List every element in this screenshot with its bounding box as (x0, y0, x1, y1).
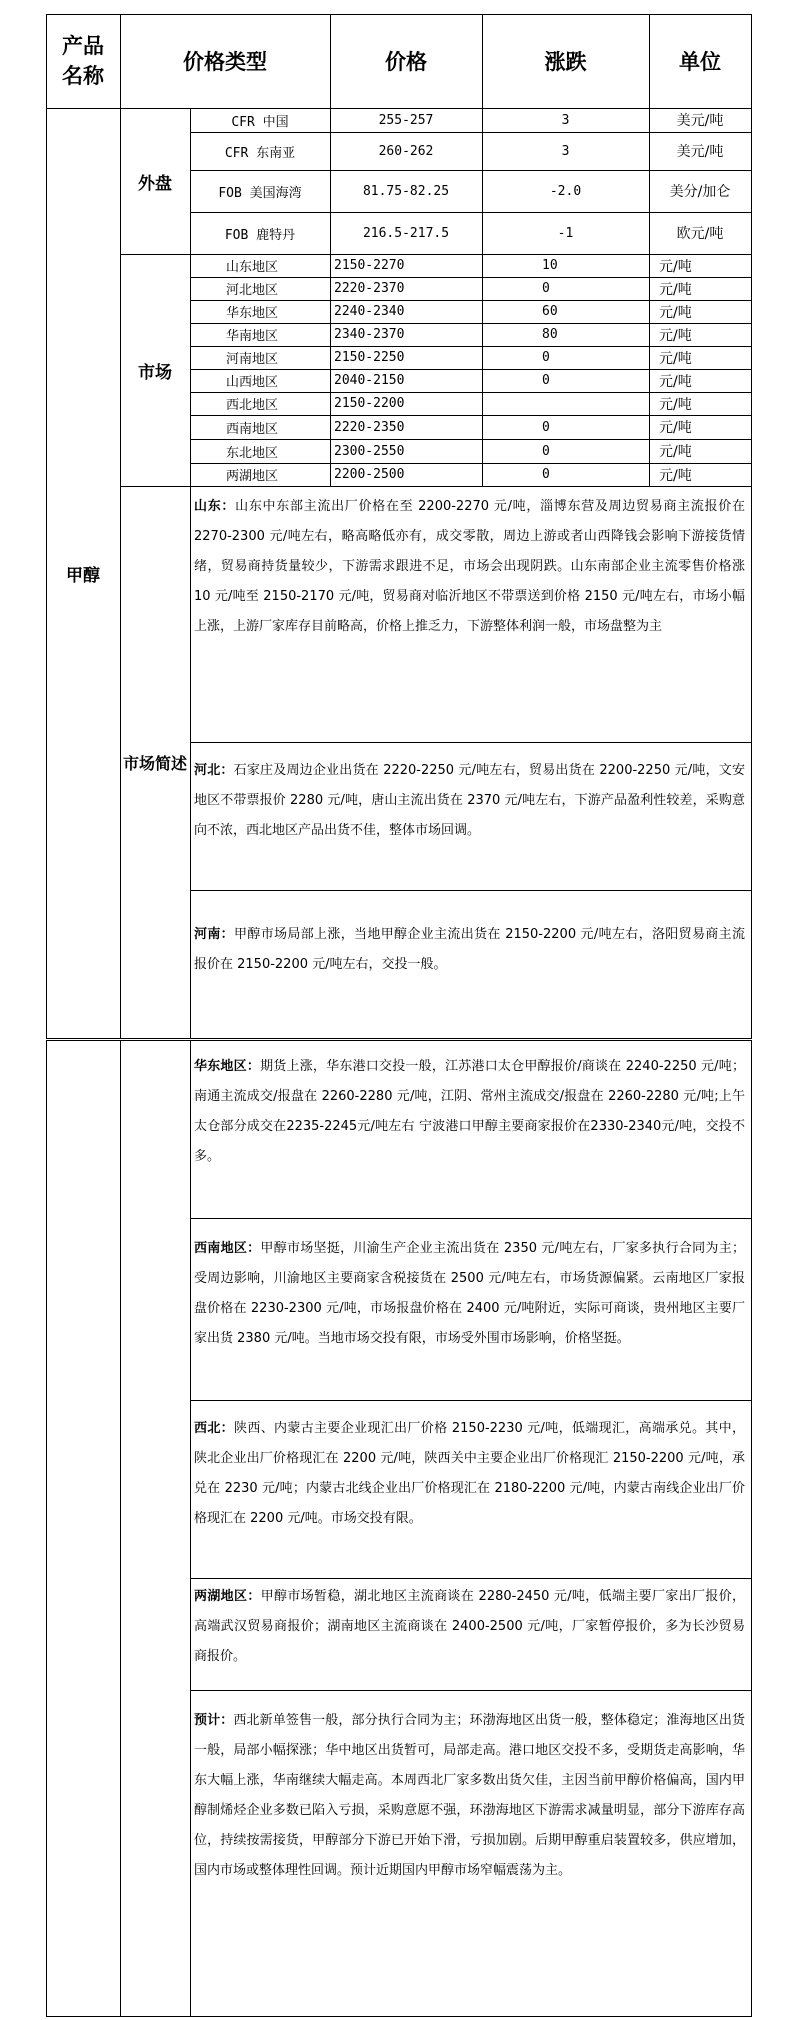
market-row-2-type: 河北地区 (226, 283, 279, 298)
market-row-5-price: 2150-2250 (334, 350, 405, 365)
rule-market-3 (190, 323, 752, 324)
market-row-2-change: 0 (542, 281, 550, 296)
rule-table-bottom (46, 1038, 752, 1039)
rule-foreign-3 (190, 212, 752, 213)
rule-summary-1 (190, 742, 752, 743)
summary-label: 市场简述 (122, 753, 187, 773)
rule-v-type (190, 108, 191, 1038)
header-product-name: 产品名称 (62, 33, 104, 88)
rule-market-8 (190, 439, 752, 440)
market-row-2-price: 2220-2370 (334, 281, 405, 296)
header-price: 价格 (385, 49, 427, 74)
market-row-4-type: 华南地区 (226, 329, 279, 344)
summary-lianghu-text: 甲醇市场暂稳，湖北地区主流商谈在 2280-2450 元/吨，低端主要厂家出厂报价，高端武汉贸易商报价；湖南地区主流商谈在 2400-2500 元/吨，厂家暂停报价，多为长沙贸易商报价。 (194, 1589, 745, 1664)
rule-v-left (46, 14, 47, 1038)
market-row-1-price: 2150-2270 (334, 258, 405, 273)
rule-lower-4 (190, 1690, 752, 1691)
foreign-row-2-change: 3 (561, 143, 570, 159)
foreign-row-2-price: 260-262 (378, 143, 434, 159)
summary-lianghu (190, 1582, 751, 1682)
market-row-10-type: 两湖地区 (226, 469, 279, 484)
market-row-9-type: 东北地区 (226, 445, 279, 461)
foreign-row-3-price: 81.75-82.25 (362, 183, 450, 199)
market-label: 市场 (138, 362, 172, 383)
header-change: 涨跌 (544, 49, 587, 74)
market-row-5-change: 0 (542, 350, 550, 365)
market-row-6-price: 2040-2150 (334, 373, 405, 388)
market-row-6-type: 山西地区 (226, 375, 279, 390)
foreign-row-3-type: FOB 美国海湾 (218, 185, 302, 201)
summary-xinan (190, 1234, 751, 1394)
market-row-1-change: 10 (542, 258, 558, 273)
summary-xinan-text: 甲醇市场坚挺，川渝生产企业主流出货在 2350 元/吨左右，厂家多执行合同为主；受周边影响，川渝地区主要商家含税接货在 2500 元/吨左右，市场货源偏紧。云南地区厂家报盘价格在 2230-2300 元/吨，市场报盘价格在 2400 元/吨附近，实际可商谈，贵州地区主要厂家出货 2380 元/吨。当地市场交投有限，市场受外围市场影响，价格坚挺。 (194, 1241, 745, 1346)
summary-shandong-text: 山东中东部主流出厂价格在至 2200-2270 元/吨，淄博东营及周边贸易商主流报价在 2270-2300 元/吨左右，略高略低亦有，成交零散，周边上游或者山西降钱会影响下游接货情绪，贸易商持货量较少，下游需求跟进不足，市场会出现阴跌。山东南部企业主流零售价格涨 10 元/吨至 2150-2170 元/吨，贸易商对临沂地区不带票送到价格 2150 元/吨左右，市场小幅上涨，上游厂家库存目前略高，价格上推乏力，下游整体利润一般，市场盘整为主 (194, 499, 745, 634)
rule-summary-2 (190, 890, 752, 891)
foreign-row-1-change: 3 (561, 112, 570, 128)
rule-foreign-1 (190, 132, 752, 133)
summary-xibei-text: 陕西、内蒙古主要企业现汇出厂价格 2150-2230 元/吨，低端现汇，高端承兑。其中，陕北企业出厂价格现汇在 2200 元/吨，陕西关中主要企业出厂价格现汇 2150-2200 元/吨，承兑在 2230 元/吨；内蒙古北线企业出厂价格现汇在 2180-2200 元/吨，内蒙古南线企业出厂价格现汇在 2200 元/吨。市场交投有限。 (194, 1421, 745, 1526)
market-row-7-unit: 元/吨 (659, 396, 692, 413)
market-row-6-unit: 元/吨 (659, 373, 692, 390)
market-row-9-price: 2300-2550 (334, 443, 405, 459)
rule-header-bottom (46, 108, 752, 109)
rule-lower-3 (190, 1578, 752, 1579)
summary-forecast (190, 1706, 751, 2012)
market-row-6-change: 0 (542, 373, 550, 388)
rule-lower-v-product (120, 1040, 121, 2016)
foreign-label: 外盘 (138, 173, 172, 194)
summary-hebei (190, 756, 751, 876)
rule-v-right (751, 14, 752, 1038)
summary-xibei (190, 1414, 751, 1574)
foreign-row-4-change: -1 (557, 225, 574, 241)
foreign-row-1-unit: 美元/吨 (676, 113, 724, 129)
summary-forecast-text: 西北新单签售一般，部分执行合同为主；环渤海地区出货一般，整体稳定；淮海地区出货一般，局部小幅探涨；华中地区出货暂可，局部走高。港口地区交投不多，受期货走高影响，华东大幅上涨，华南继续大幅走高。本周西北厂家多数出货欠佳，主因当前甲醇价格偏高，国内甲醇制烯烃企业多数已陷入亏损，采购意愿不强，环渤海地区下游需求减量明显，部分下游库存高位，持续按需接货，甲醇部分下游已开始下滑，亏损加剧。后期甲醇重启装置较多，供应增加，国内市场或整体理性回调。预计近期国内甲醇市场窄幅震荡为主。 (194, 1713, 745, 1878)
market-row-8-price: 2220-2350 (334, 419, 405, 435)
rule-foreign-bottom (120, 254, 752, 255)
summary-henan-text: 甲醇市场局部上涨，当地甲醇企业主流出货在 2150-2200 元/吨左右，洛阳贸易商主流报价在 2150-2200 元/吨左右，交投一般。 (194, 927, 745, 972)
summary-huadong-title: 华东地区： (194, 1059, 261, 1074)
product-label: 甲醇 (66, 565, 100, 586)
summary-lianghu-title: 两湖地区： (194, 1589, 261, 1604)
summary-henan-title: 河南： (194, 927, 235, 942)
summary-xinan-title: 西南地区： (194, 1241, 261, 1256)
rule-market-9 (190, 463, 752, 464)
rule-market-1 (190, 277, 752, 278)
market-row-4-price: 2340-2370 (334, 327, 405, 342)
market-row-1-type: 山东地区 (226, 260, 279, 275)
rule-lower-v-type (190, 1040, 191, 2016)
market-row-10-change: 0 (542, 467, 550, 482)
market-row-7-change (482, 392, 649, 415)
market-row-3-change: 60 (542, 304, 558, 319)
summary-huadong-text: 期货上涨，华东港口交投一般，江苏港口太仓甲醇报价/商谈在 2240-2250 元/吨；南通主流成交/报盘在 2260-2280 元/吨，江阴、常州主流成交/报盘在 2260-2280 元/吨;上午太仓部分成交在2235-2245元/吨左右 宁波港口甲醇主要商家报价在2330-2340元/吨，交投不多。 (194, 1059, 745, 1164)
market-row-7-price: 2150-2200 (334, 396, 405, 411)
summary-huadong (190, 1052, 751, 1212)
rule-lower-2 (190, 1400, 752, 1401)
market-row-5-unit: 元/吨 (659, 350, 692, 367)
header-price-type: 价格类型 (183, 49, 267, 74)
foreign-row-1-type: CFR 中国 (231, 114, 289, 130)
summary-shandong-title: 山东： (194, 499, 236, 514)
market-row-9-unit: 元/吨 (659, 444, 692, 460)
foreign-row-2-unit: 美元/吨 (676, 144, 724, 160)
rule-market-6 (190, 392, 752, 393)
summary-hebei-title: 河北： (194, 763, 234, 778)
foreign-row-2-type: CFR 东南亚 (224, 145, 296, 161)
summary-shandong (190, 492, 751, 736)
rule-market-4 (190, 346, 752, 347)
foreign-row-4-unit: 欧元/吨 (676, 226, 724, 242)
rule-market-bottom (120, 486, 752, 487)
market-row-9-change: 0 (542, 443, 550, 459)
rule-lower-v-left (46, 1040, 47, 2016)
market-row-2-unit: 元/吨 (659, 281, 692, 298)
summary-henan (190, 920, 751, 1020)
summary-xibei-title: 西北： (194, 1421, 235, 1436)
header-unit: 单位 (679, 49, 721, 74)
summary-forecast-title: 预计： (194, 1713, 234, 1728)
market-row-8-unit: 元/吨 (659, 420, 692, 436)
rule-v-product (120, 14, 121, 1038)
foreign-row-4-type: FOB 鹿特丹 (224, 227, 296, 243)
rule-market-5 (190, 369, 752, 370)
market-row-8-change: 0 (542, 419, 550, 435)
market-row-7-type: 西北地区 (226, 398, 279, 413)
rule-lower-v-right (751, 1040, 752, 2016)
rule-market-7 (190, 415, 752, 416)
market-row-3-price: 2240-2340 (334, 304, 405, 319)
foreign-row-4-price: 216.5-217.5 (362, 225, 450, 241)
market-row-3-unit: 元/吨 (659, 304, 692, 321)
market-row-4-unit: 元/吨 (659, 327, 692, 344)
market-row-4-change: 80 (542, 327, 558, 342)
market-row-5-type: 河南地区 (226, 352, 279, 367)
rule-lower-top (46, 1040, 752, 1041)
rule-foreign-2 (190, 170, 752, 171)
rule-top (46, 14, 752, 15)
foreign-row-3-change: -2.0 (549, 183, 582, 199)
rule-market-2 (190, 300, 752, 301)
market-row-8-type: 西南地区 (226, 421, 279, 437)
rule-lower-bottom (46, 2016, 752, 2017)
market-row-3-type: 华东地区 (226, 306, 279, 321)
foreign-row-3-unit: 美分/加仑 (669, 184, 731, 200)
market-row-1-unit: 元/吨 (659, 258, 692, 275)
foreign-row-1-price: 255-257 (378, 112, 434, 128)
summary-hebei-text: 石家庄及周边企业出货在 2220-2250 元/吨左右，贸易出货在 2200-2250 元/吨，文安地区不带票报价 2280 元/吨，唐山主流出货在 2370 元/吨左右，下游产品盈利性较差，采购意向不浓，西北地区产品出货不佳，整体市场回调。 (194, 763, 745, 838)
market-row-10-unit: 元/吨 (659, 467, 692, 484)
market-row-10-price: 2200-2500 (334, 467, 405, 482)
rule-lower-1 (190, 1218, 752, 1219)
